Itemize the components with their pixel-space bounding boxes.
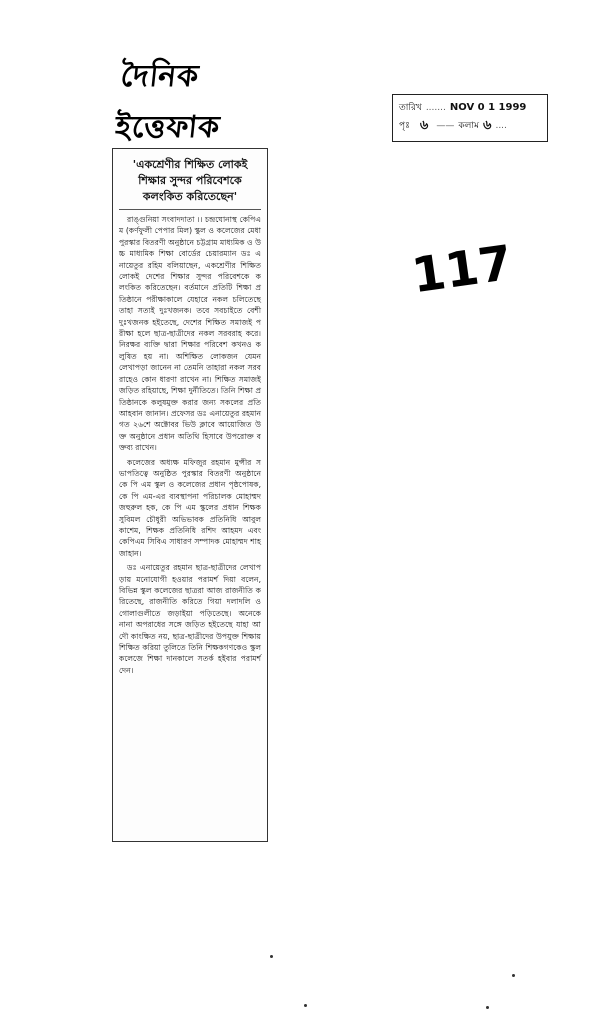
stamp-column-label: কলাম <box>458 121 479 131</box>
article-headline: 'একশ্রেণীর শিক্ষিত লোকই শিক্ষার সুন্দর পরিবেশকে কলংকিত করিতেছেন' <box>119 155 261 210</box>
stamp-page-label: পৃঃ <box>399 121 410 131</box>
stamp-page-row: পৃঃ ৬ —— কলাম ৬ .... <box>399 118 507 133</box>
stamp-date-row: তারিখ ....... NOV 0 1 1999 <box>399 99 541 117</box>
stamp-date-value: NOV 0 1 1999 <box>449 102 527 113</box>
stamp-page-value: ৬ <box>419 118 429 133</box>
scan-speck <box>486 1006 489 1009</box>
handwritten-number-text: 117 <box>408 234 516 305</box>
date-stamp <box>392 94 548 142</box>
newspaper-name: দৈনিক ইত্তেফাক <box>113 59 222 145</box>
scan-speck <box>512 974 515 977</box>
article-paragraph-1: রাঙ্গুনিয়া সংবাদদাতা ।। চন্দ্রঘোনাস্থ কেপিএম (কর্ণফুলী পেপার মিল) স্কুল ও কলেজের মেধা পুরস্কার বিতরণী অনুষ্ঠানে চট্টগ্রাম মাধ্যমিক ও উচ্চ মাধ্যমিক শিক্ষা বোর্ডের চেয়ারম্যান ডঃ এনায়েতুর রহিম বলিয়াছেন, একশ্রেণীর শিক্ষিত লোকই দেশের শিক্ষার সুন্দর পরিবেশকে কলংকিত করিতেছেন। বর্তমানে প্রতিটি শিক্ষা প্রতিষ্ঠানে পরীক্ষাকালে যেহারে নকল চলিতেছে তাহা সত্যই দুঃখজনক। তবে সবচাইতে বেশী দুঃখজনক হইতেছে, দেশের শিক্ষিত সমাজই পরীক্ষা হলে ছাত্র-ছাত্রীদের নকল সরবরাহ করে। নিরক্ষর ব্যক্তি দ্বারা শিক্ষার পরিবেশ কখনও কলুষিত হয় না। অশিক্ষিত লোকজন যেমন লেখাপড়া জানেন না তেমনি তাহারা নকল সরবরাহেও কোন ধারণা রাখেন না। শিক্ষিত সমাজই জড়িত রহিয়াছে, শিক্ষা দুর্নীতিতে। তিনি শিক্ষা প্রতিষ্ঠানকে কলুষমুক্ত করার জন্য সকলের প্রতি আহবান জানান। প্রফেসর ডঃ এনায়েতুর রহমান গত ২৬শে অক্টোবর ভিউ ক্লাবে আয়োজিত উক্ত অনুষ্ঠানে প্রধান অতিথি হিসাবে উপরোক্ত বক্তব্য রাখেন। <box>119 215 261 453</box>
stamp-column-value: ৬ <box>483 118 492 133</box>
scan-speck <box>270 955 273 958</box>
stamp-date-label: তারিখ <box>399 103 422 113</box>
article-paragraph-2: কলেজের অধ্যক্ষ মফিজুর রহমান মুন্সীর সভাপতিত্বে অনুষ্ঠিত পুরস্কার বিতরণী অনুষ্ঠানে কে পি এম স্কুল ও কলেজের প্রধান পৃষ্ঠপোষক, কে পি এম-এর ব্যবস্থাপনা পরিচালক মোহাম্মদ জহুরুল হক, কে পি এম স্কুলের প্রধান শিক্ষক সুবিমল চৌধুরী অভিভাবক প্রতিনিধি আবুল কাশেম, শিক্ষক প্রতিনিধি রশিদ আহমদ এবং কেপিএম সিবিএ সাধারণ সম্পাদক মোহাম্মদ শাহজাহান। <box>119 457 261 558</box>
newspaper-clipping <box>112 148 268 842</box>
article-body <box>119 214 261 676</box>
article-paragraph-3: ডঃ এনায়েতুর রহমান ছাত্র-ছাত্রীদের লেখাপড়ায় মনোযোগী হওয়ার পরামর্শ দিয়া বলেন, বিভিন্ন স্কুল কলেজের ছাত্ররা আজ রাজনীতি করিতেছে, রাজনীতি করিতে গিয়া দলাদলি ও গোলাগুলীতে জড়াইয়া পড়িতেছে। অনেকে নানা অপরাধের সঙ্গে জড়িত হইতেছে যাহা আদৌ কাংক্ষিত নয়, ছাত্র-ছাত্রীদের উপযুক্ত শিক্ষায় শিক্ষিত করিয়া তুলিতে তিনি শিক্ষকগণকেও স্কুল কলেজে শিক্ষা দানকালে সতর্ক হইবার পরামর্শ দেন। <box>119 563 261 675</box>
newspaper-masthead <box>113 40 278 145</box>
scan-speck <box>304 1004 307 1007</box>
handwritten-number <box>408 234 516 306</box>
